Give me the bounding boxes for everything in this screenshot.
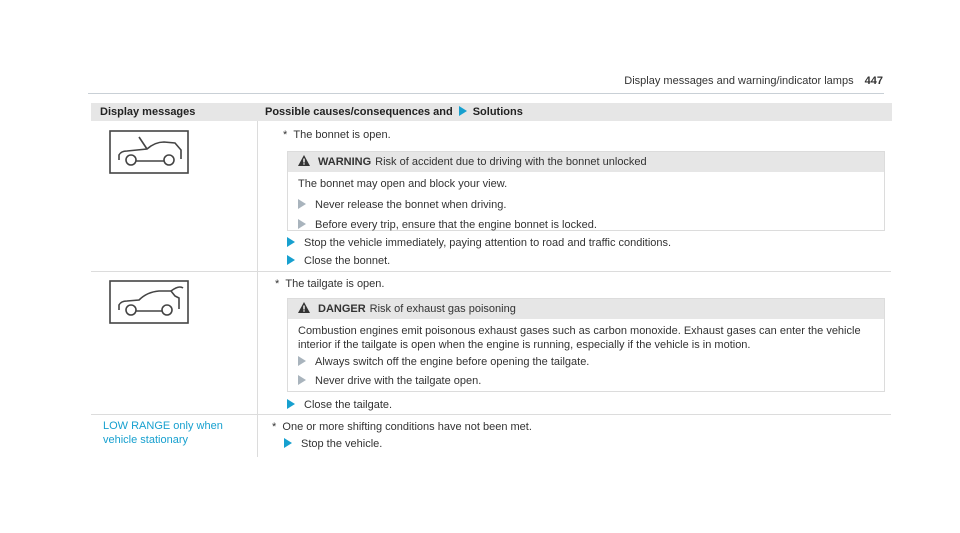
- col-header-solutions-text: Solutions: [472, 106, 523, 118]
- row2-cause: [275, 278, 384, 290]
- arrow-bullet-icon: [287, 255, 295, 265]
- row2-warning-label: DANGER: [318, 303, 366, 315]
- row2-warning-head: [288, 299, 884, 319]
- arrow-bullet-icon: [298, 375, 306, 385]
- arrow-bullet-icon: [284, 438, 292, 448]
- row1-marker: *: [283, 129, 288, 141]
- row3-cause: [272, 421, 532, 433]
- row2-solution: Close the tailgate.: [287, 399, 392, 411]
- row1-solution: Close the bonnet.: [287, 255, 390, 267]
- row1-solution: Stop the vehicle immediately, paying attention to road and traffic conditions.: [287, 237, 671, 249]
- row2-warning-box: [287, 298, 885, 392]
- arrow-bullet-icon: [287, 399, 295, 409]
- row1-cause-text: The bonnet is open.: [293, 129, 391, 141]
- col-header-causes: [257, 103, 892, 121]
- warning-triangle-icon: [298, 302, 310, 313]
- running-header: [624, 75, 883, 87]
- row-divider: [91, 414, 891, 415]
- row3-cause-text: One or more shifting conditions have not been met.: [282, 421, 532, 433]
- row3-message-line1: LOW RANGE only when: [103, 420, 223, 432]
- row1-warning-text: The bonnet may open and block your view.: [298, 178, 508, 190]
- row1-warning-bullet: Before every trip, ensure that the engine bonnet is locked.: [298, 219, 597, 231]
- warning-triangle-icon: [298, 155, 310, 166]
- row1-cause: [283, 129, 391, 141]
- car-bonnet-open-icon: [109, 130, 189, 174]
- row3-solution: Stop the vehicle.: [284, 438, 382, 450]
- car-tailgate-open-icon: [109, 280, 189, 324]
- column-divider: [257, 121, 258, 457]
- row2-warning-title: Risk of exhaust gas poisoning: [369, 303, 516, 315]
- running-header-title: Display messages and warning/indicator lamps: [624, 75, 854, 87]
- arrow-bullet-icon: [298, 356, 306, 366]
- col-header-display-messages: Display messages: [91, 103, 260, 121]
- arrow-bullet-icon: [298, 219, 306, 229]
- arrow-bullet-icon: [287, 237, 295, 247]
- row2-warning-bullet: Always switch off the engine before opening the tailgate.: [298, 356, 589, 368]
- row3-marker: *: [272, 421, 277, 433]
- row1-warning-box: [287, 151, 885, 231]
- row1-warning-head: [288, 152, 884, 172]
- col-header-causes-text: Possible causes/consequences and: [265, 106, 453, 118]
- row1-warning-title: Risk of accident due to driving with the bonnet unlocked: [375, 156, 647, 168]
- row3-message-line2: vehicle stationary: [103, 434, 188, 446]
- row1-warning-label: WARNING: [318, 156, 372, 168]
- page-number: 447: [864, 75, 883, 87]
- row2-warning-text: Combustion engines emit poisonous exhaust gases such as carbon monoxide. Exhaust gases can enter the vehicle interior if the tailgate is open when the engine is running, especially if the vehicle is in motion.: [298, 325, 861, 351]
- row2-marker: *: [275, 278, 280, 290]
- row1-warning-bullet: Never release the bonnet when driving.: [298, 199, 506, 211]
- arrow-right-icon: [459, 106, 467, 116]
- row-divider: [91, 271, 891, 272]
- arrow-bullet-icon: [298, 199, 306, 209]
- header-rule: [88, 93, 884, 94]
- row2-warning-bullet: Never drive with the tailgate open.: [298, 375, 481, 387]
- row2-cause-text: The tailgate is open.: [285, 278, 385, 290]
